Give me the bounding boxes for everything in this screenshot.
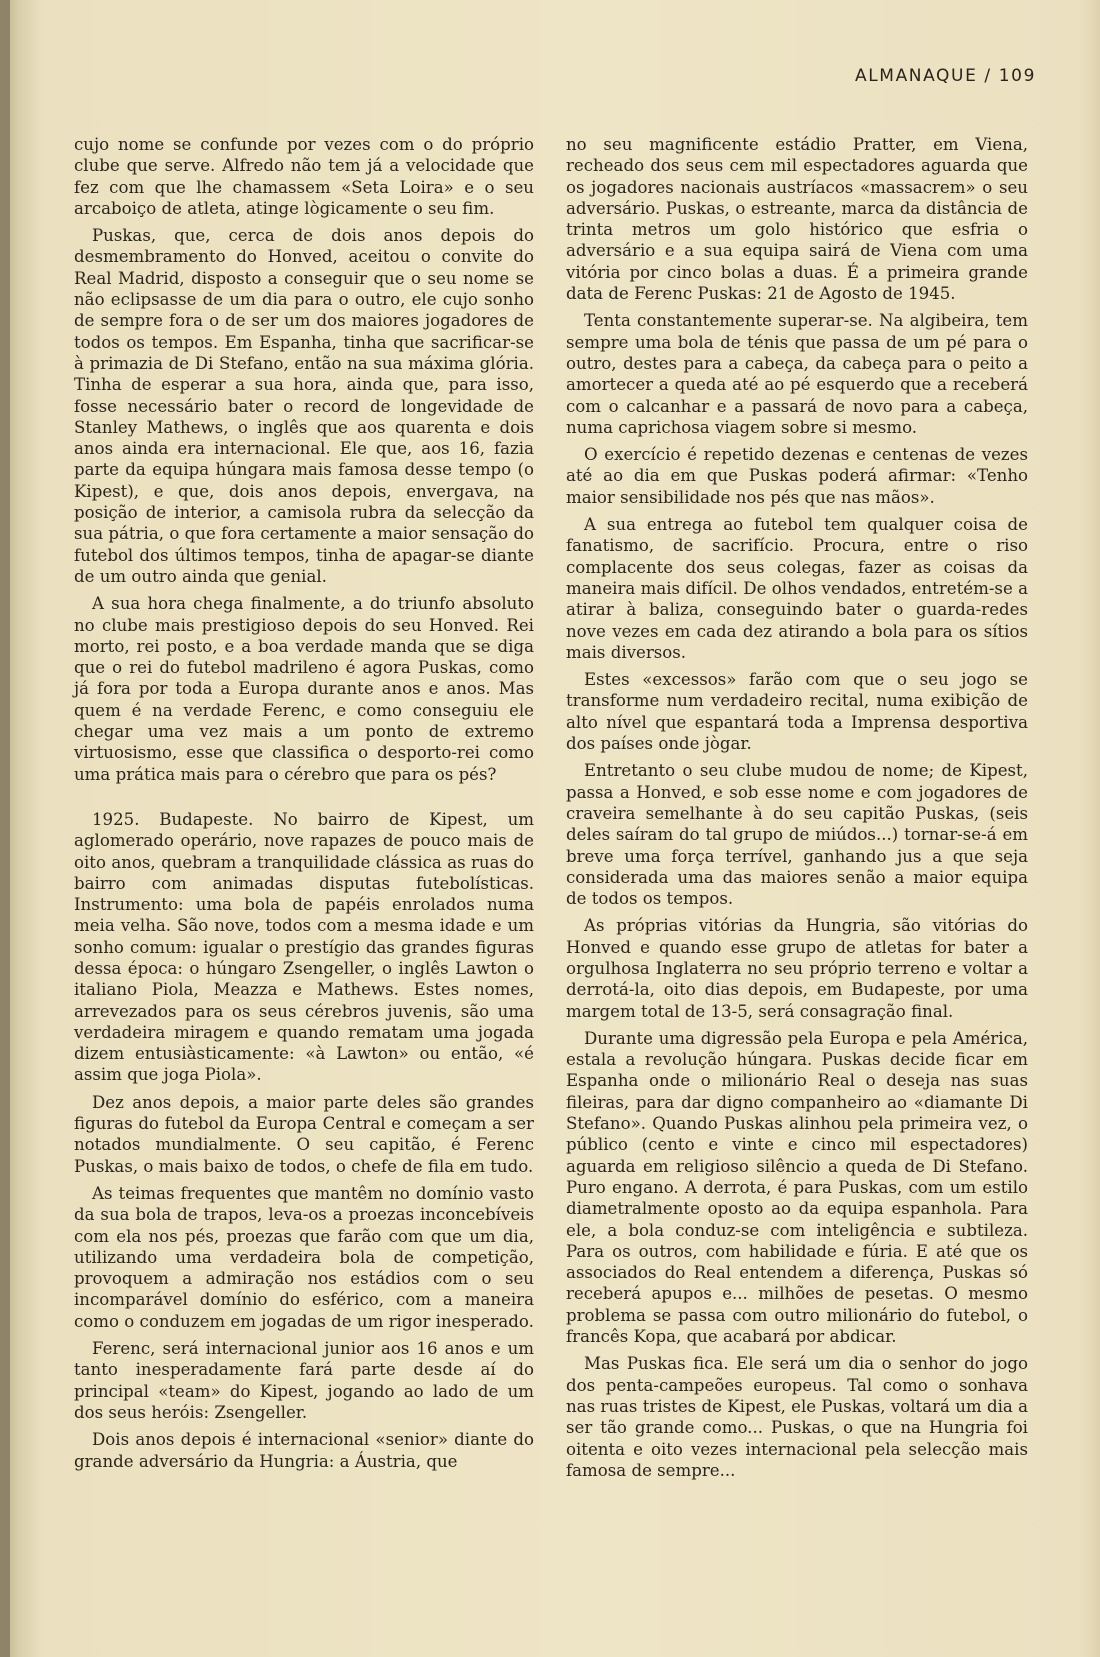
paragraph: no seu magnificente estádio Pratter, em Viena, recheado dos seus cem mil espectadores aguarda que os jogadores nacionais austríacos «massacrem» o seu adversário. Puskas, o estreante, marca da distância de trinta metros um golo histórico que esfria o adversário e a sua equipa sairá de Viena com uma vitória por cinco bolas a duas. É a primeira grande data de Ferenc Puskas: 21 de Agosto de 1945. (566, 135, 1028, 304)
paragraph: Dois anos depois é internacional «senior» diante do grande adversário da Hungria: a Áustria, que (74, 1430, 534, 1471)
paragraph: Puskas, que, cerca de dois anos depois do desmembramento do Honved, aceitou o convite do Real Madrid, disposto a conseguir que o seu nome se não eclipsasse de um dia para o outro, ele cujo sonho de sempre fora o de ser um dos maiores jogadores de todos os tempos. Em Espanha, tinha que sacrificar-se à primazia de Di Stefano, então na sua máxima glória. Tinha de esperar a sua hora, ainda que, para isso, fosse necessário bater o record de longevidade de Stanley Mathews, o inglês que aos quarenta e dois anos ainda era internacional. Ele que, aos 16, fazia parte da equipa húngara mais famosa desse tempo (o Kipest), e que, dois anos depois, envergava, na posição de interior, a camisola rubra da selecção da sua pátria, o que fora certamente a maior sensação do futebol dos últimos tempos, tinha de apagar-se diante de um outro ainda que genial. (74, 226, 534, 586)
paragraph: Tenta constantemente superar-se. Na algibeira, tem sempre uma bola de ténis que passa de um pé para o outro, destes para a cabeça, da cabeça para o peito a amortecer a queda até ao pé esquerdo que a receberá com o calcanhar e a passará de novo para a cabeça, numa caprichosa viagem sobre si mesmo. (566, 311, 1028, 437)
left-column (74, 134, 534, 1478)
running-header: ALMANAQUE / 109 (855, 66, 1036, 86)
paragraph: Dez anos depois, a maior parte deles são grandes figuras do futebol da Europa Central e começam a ser notados mundialmente. O seu capitão, é Ferenc Puskas, o mais baixo de todos, o chefe de fila em tudo. (74, 1092, 534, 1176)
paragraph: A sua hora chega finalmente, a do triunfo absoluto no clube mais prestigioso depois do seu Honved. Rei morto, rei posto, e a boa verdade manda que se diga que o rei do futebol madrileno é agora Puskas, como já fora por toda a Europa durante anos e anos. Mas quem é na verdade Ferenc, e como conseguiu ele chegar uma vez mais a um ponto de extremo virtuosismo, esse que classifica o desporto-rei como uma prática mais para o cérebro que para os pés? (74, 594, 534, 784)
page-spine-shadow (0, 0, 10, 1657)
paragraph: 1925. Budapeste. No bairro de Kipest, um aglomerado operário, nove rapazes de pouco mais de oito anos, quebram a tranquilidade clássica as ruas do bairro com animadas disputas futebolísticas. Instrumento: uma bola de papéis enrolados numa meia velha. São nove, todos com a mesma idade e um sonho comum: igualar o prestígio das grandes figuras dessa época: o húngaro Zsengeller, o inglês Lawton o italiano Piola, Meazza e Mathews. Estes nomes, arrevezados para os seus cérebros juvenis, são uma verdadeira miragem e quando rematam uma jogada dizem entusiàsticamente: «à Lawton» ou então, «é assim que joga Piola». (74, 809, 534, 1085)
paragraph: Estes «excessos» farão com que o seu jogo se transforme num verdadeiro recital, numa exibição de alto nível que espantará toda a Imprensa desportiva dos países onde jògar. (566, 670, 1028, 754)
paragraph: A sua entrega ao futebol tem qualquer coisa de fanatismo, de sacrifício. Procura, entre o riso complacente dos seus colegas, fazer as coisas da maneira mais difícil. De olhos vendados, entretém-se a atirar à baliza, conseguindo bater o guarda-redes nove vezes em cada dez atirando a bola para os sítios mais diversos. (566, 515, 1028, 662)
paragraph: Durante uma digressão pela Europa e pela América, estala a revolução húngara. Puskas decide ficar em Espanha onde o milionário Real o deseja nas suas fileiras, para dar digno companheiro ao «diamante Di Stefano». Quando Puskas alinhou pela primeira vez, o público (cento e vinte e cinco mil espectadores) aguarda em religioso silêncio a queda de Di Stefano. Puro engano. A derrota, é para Puskas, com um estilo diametralmente oposto ao da equipa espanhola. Para ele, a bola conduz-se com inteligência e subtileza. Para os outros, com habilidade e fúria. E até que os associados do Real entendem a diferença, Puskas só receberá apupos e... milhões de pesetas. O mesmo problema se passa com outro milionário do futebol, o francês Kopa, que acabará por abdicar. (566, 1028, 1028, 1347)
paragraph: O exercício é repetido dezenas e centenas de vezes até ao dia em que Puskas poderá afirmar: «Tenho maior sensibilidade nos pés que nas mãos». (566, 445, 1028, 507)
paragraph: Mas Puskas fica. Ele será um dia o senhor do jogo dos penta-campeões europeus. Tal como o sonhava nas ruas tristes de Kipest, ele Puskas, voltará um dia a ser tão grande como... Puskas, o que na Hungria foi oitenta e oito vezes internacional pela selecção mais famosa de sempre... (566, 1354, 1028, 1480)
paragraph: As próprias vitórias da Hungria, são vitórias do Honved e quando esse grupo de atletas for bater a orgulhosa Inglaterra no seu próprio terreno e voltar a derrotá-la, oito dias depois, em Budapeste, por uma margem total de 13-5, será consagração final. (566, 916, 1028, 1021)
right-column (566, 134, 1028, 1487)
paragraph: As teimas frequentes que mantêm no domínio vasto da sua bola de trapos, leva-os a proezas inconcebíveis com ela nos pés, proezas que farão com que um dia, utilizando uma verdadeira bola de competição, provoquem a admiração nos estádios com o seu incomparável domínio do esférico, com a maneira como o conduzem em jogadas de um rigor inesperado. (74, 1183, 534, 1331)
paragraph: Ferenc, será internacional junior aos 16 anos e um tanto inesperadamente fará parte desde aí do principal «team» do Kipest, jogando ao lado de um dos seus heróis: Zsengeller. (74, 1339, 534, 1422)
paragraph: Entretanto o seu clube mudou de nome; de Kipest, passa a Honved, e sob esse nome e com jogadores de craveira semelhante à do seu capitão Puskas, (seis deles saíram do tal grupo de miúdos...) tornar-se-á em breve uma força terrível, ganhando jus a que seja considerada uma das maiores senão a maior equipa de todos os tempos. (566, 761, 1028, 909)
paragraph: cujo nome se confunde por vezes com o do próprio clube que serve. Alfredo não tem já a velocidade que fez com que lhe chamassem «Seta Loira» e o seu arcaboiço de atleta, atinge lògicamente o seu fim. (74, 135, 534, 218)
